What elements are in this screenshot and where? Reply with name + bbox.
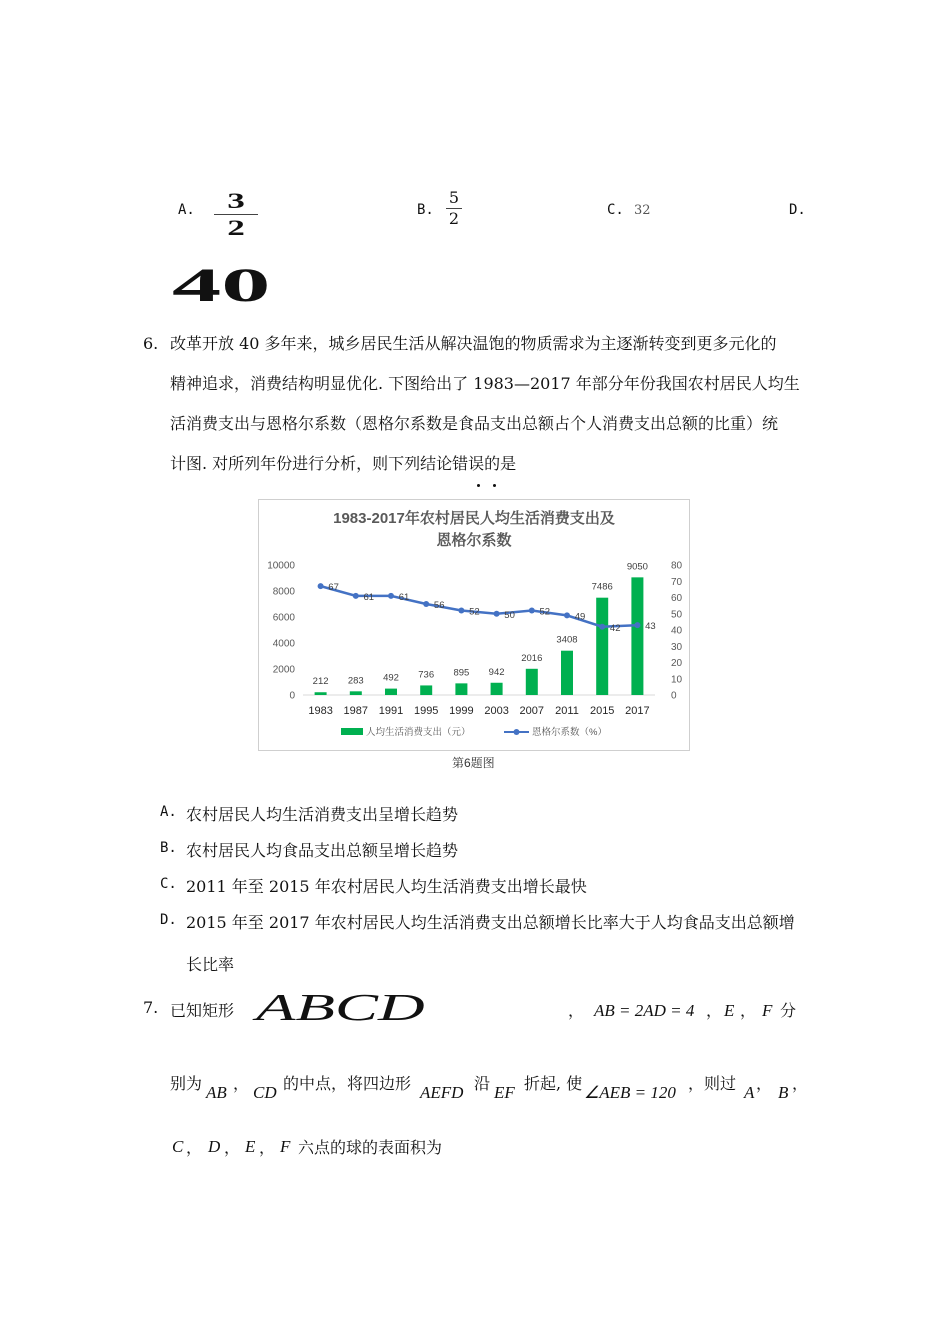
bar: [526, 669, 538, 695]
q7-point-e: E: [724, 1001, 735, 1020]
y-right-tick-label: 80: [671, 560, 683, 572]
y-left-tick-label: 0: [289, 690, 295, 702]
bar-data-label: 7486: [591, 581, 613, 593]
x-tick-label: 2011: [555, 705, 579, 717]
bar: [420, 685, 432, 695]
q7-line2-a: 别为: [170, 1074, 203, 1093]
bar-data-label: 283: [347, 675, 364, 687]
emphasis-dot: [477, 484, 480, 487]
q7-comma: ，: [792, 1074, 809, 1093]
bar-data-label: 736: [418, 669, 435, 681]
bar: [385, 689, 397, 695]
q6-option-d-text-continued: 长比率: [186, 955, 235, 974]
q5-option-c-value: 32: [634, 203, 651, 218]
q7-line2-b: 的中点，将四边形: [283, 1074, 412, 1093]
line-point: [388, 593, 394, 599]
y-right-tick-label: 30: [671, 641, 683, 653]
q7-point-b: B: [778, 1083, 789, 1102]
chart-title-line-1: 1983-2017年农村居民人均生活消费支出及: [333, 510, 615, 527]
bar: [561, 651, 573, 695]
q7-text-fen: 分: [780, 1001, 797, 1020]
q6-number: 6.: [143, 334, 159, 353]
bar: [596, 598, 608, 695]
q6-option-a-text: 农村居民人均生活消费支出呈增长趋势: [186, 805, 459, 824]
q7-quad-aefd: AEFD: [420, 1083, 464, 1102]
bar-data-label: 942: [488, 666, 505, 678]
q7-line2-d: ，则过: [688, 1074, 737, 1093]
q7-point-f: F: [762, 1001, 773, 1020]
bar-data-label: 3408: [556, 634, 578, 646]
q5-option-a-label: A.: [178, 202, 195, 218]
line-data-label: 52: [539, 606, 551, 618]
q5-b-numerator: 5: [448, 188, 460, 207]
bar-data-label: 895: [453, 667, 470, 679]
x-tick-label: 1987: [343, 705, 369, 717]
q5-a-numerator: 3: [227, 188, 245, 213]
q7-line2-c: 折起, 使: [524, 1074, 583, 1093]
q5-option-a-fraction: [214, 190, 258, 239]
q5-a-denominator: 2: [227, 215, 245, 240]
x-tick-label: 1995: [413, 705, 439, 717]
bar: [631, 577, 643, 695]
q7-segment-cd: CD: [253, 1083, 277, 1102]
line-point: [458, 608, 464, 614]
line-data-label: 52: [469, 606, 480, 618]
y-right-tick-label: 40: [671, 625, 683, 637]
q6-stem-line-3: 活消费支出与恩格尔系数（恩格尔系数是食品支出总额占个人消费支出总额的比重）统: [170, 414, 779, 433]
line-data-label: 50: [504, 609, 515, 621]
line-point: [599, 624, 605, 630]
q7-comma: ，: [756, 1074, 773, 1093]
line-data-label: 43: [645, 621, 656, 633]
bar: [350, 691, 362, 695]
x-tick-label: 1983: [308, 705, 333, 717]
x-tick-label: 1999: [449, 705, 474, 717]
line-data-label: 56: [433, 600, 445, 611]
q7-text-3: ，: [706, 1001, 723, 1020]
chart-frame: [258, 499, 690, 751]
q6-stem-line-2: 精神追求，消费结构明显优化. 下图给出了 1983—2017 年部分年份我国农村居民人均生: [170, 374, 800, 393]
q6-stem-line-4: 计图. 对所列年份进行分析，则下列结论错误的是: [170, 454, 517, 473]
q7-rect-name: ABCD: [256, 987, 425, 1029]
q6-option-b-label: B.: [160, 840, 177, 856]
x-tick-label: 2017: [625, 705, 650, 717]
legend-line-marker: [514, 729, 520, 735]
q6-option-a-label: A.: [160, 804, 177, 820]
q7-segment-ef: EF: [494, 1083, 515, 1102]
bar-data-label: 9050: [626, 561, 648, 573]
q7-equation-1: AB = 2AD = 4: [594, 1001, 695, 1020]
line-point: [494, 611, 500, 617]
line-point: [564, 612, 570, 618]
line-point: [318, 583, 324, 589]
chart-title: [259, 508, 689, 552]
q7-line3-tail: 六点的球的表面积为: [298, 1138, 443, 1157]
chart-svg: [259, 550, 689, 750]
q5-option-b-fraction: [446, 190, 462, 227]
x-tick-label: 2003: [484, 705, 509, 717]
q5-option-d-label: D.: [789, 202, 806, 218]
q7-text-yan: 沿: [474, 1074, 491, 1093]
bar: [491, 683, 503, 695]
line-data-label: 42: [609, 622, 621, 634]
q7-segment-ab: AB: [206, 1083, 227, 1102]
y-right-tick-label: 70: [671, 576, 683, 588]
y-left-tick-label: 10000: [267, 560, 295, 572]
q7-point-e-2: E: [245, 1137, 256, 1156]
q6-option-d-text: 2015 年至 2017 年农村居民人均生活消费支出总额增长比率大于人均食品支出总额增: [186, 913, 795, 932]
bar-data-label: 212: [312, 676, 329, 688]
q6-option-b-text: 农村居民人均食品支出总额呈增长趋势: [186, 841, 459, 860]
line-point: [529, 608, 535, 614]
line-data-label: 61: [398, 591, 410, 603]
x-tick-label: 1991: [378, 705, 404, 717]
q7-number: 7.: [143, 998, 159, 1017]
bar: [455, 683, 467, 695]
legend-bar-label: 人均生活消费支出（元）: [366, 727, 471, 738]
q5-b-denominator: 2: [448, 209, 460, 228]
bar-data-label: 2016: [521, 652, 543, 664]
q7-point-a: A: [744, 1083, 755, 1102]
emphasis-dot: [493, 484, 496, 487]
q5-option-d-value: 40: [172, 259, 271, 312]
x-tick-label: 2015: [589, 705, 615, 717]
q7-point-c: C: [172, 1137, 184, 1156]
y-right-tick-label: 50: [671, 609, 683, 621]
bar: [315, 692, 327, 695]
q7-angle: ∠AEB = 120: [584, 1083, 676, 1102]
chart-title-line-2: 恩格尔系数: [436, 532, 512, 549]
q7-comma: ，: [259, 1138, 276, 1157]
q6-stem-line-1: 改革开放 40 多年来，城乡居民生活从解决温饱的物质需求为主逐渐转变到更多元化的: [170, 334, 777, 353]
y-right-tick-label: 0: [671, 690, 677, 702]
line-point: [423, 601, 429, 607]
bar-data-label: 492: [383, 672, 399, 684]
q6-option-c-text: 2011 年至 2015 年农村居民人均生活消费支出增长最快: [186, 877, 587, 896]
y-left-tick-label: 2000: [272, 664, 295, 676]
q6-option-d-label: D.: [160, 912, 177, 928]
q7-text-2: ，: [568, 1001, 585, 1020]
q7-comma: ，: [186, 1138, 203, 1157]
line-data-label: 61: [363, 591, 375, 603]
y-right-tick-label: 20: [671, 658, 683, 669]
x-tick-label: 2007: [519, 705, 545, 717]
q7-comma: ，: [224, 1138, 241, 1157]
y-right-tick-label: 60: [671, 593, 683, 604]
q7-point-f-2: F: [280, 1137, 291, 1156]
y-right-tick-label: 10: [671, 674, 683, 686]
line-point: [634, 622, 640, 628]
legend-bar-swatch: [341, 728, 363, 735]
q7-comma: ，: [740, 1001, 757, 1020]
line-data-label: 67: [328, 582, 339, 594]
q6-option-c-label: C.: [160, 876, 177, 892]
q6-stem: [170, 324, 800, 484]
legend-line-label: 恩格尔系数（%）: [532, 727, 607, 738]
q7-point-d: D: [208, 1137, 221, 1156]
q7-text-1: 已知矩形: [170, 1001, 235, 1020]
q7-comma: ，: [233, 1074, 250, 1093]
line-point: [353, 593, 359, 599]
y-left-tick-label: 8000: [272, 586, 295, 598]
chart-caption: 第6题图: [452, 756, 495, 770]
line-data-label: 49: [574, 611, 586, 623]
y-left-tick-label: 6000: [272, 612, 295, 624]
q5-option-b-label: B.: [417, 202, 434, 218]
q5-option-c-label: C.: [607, 202, 624, 218]
y-left-tick-label: 4000: [272, 638, 295, 650]
